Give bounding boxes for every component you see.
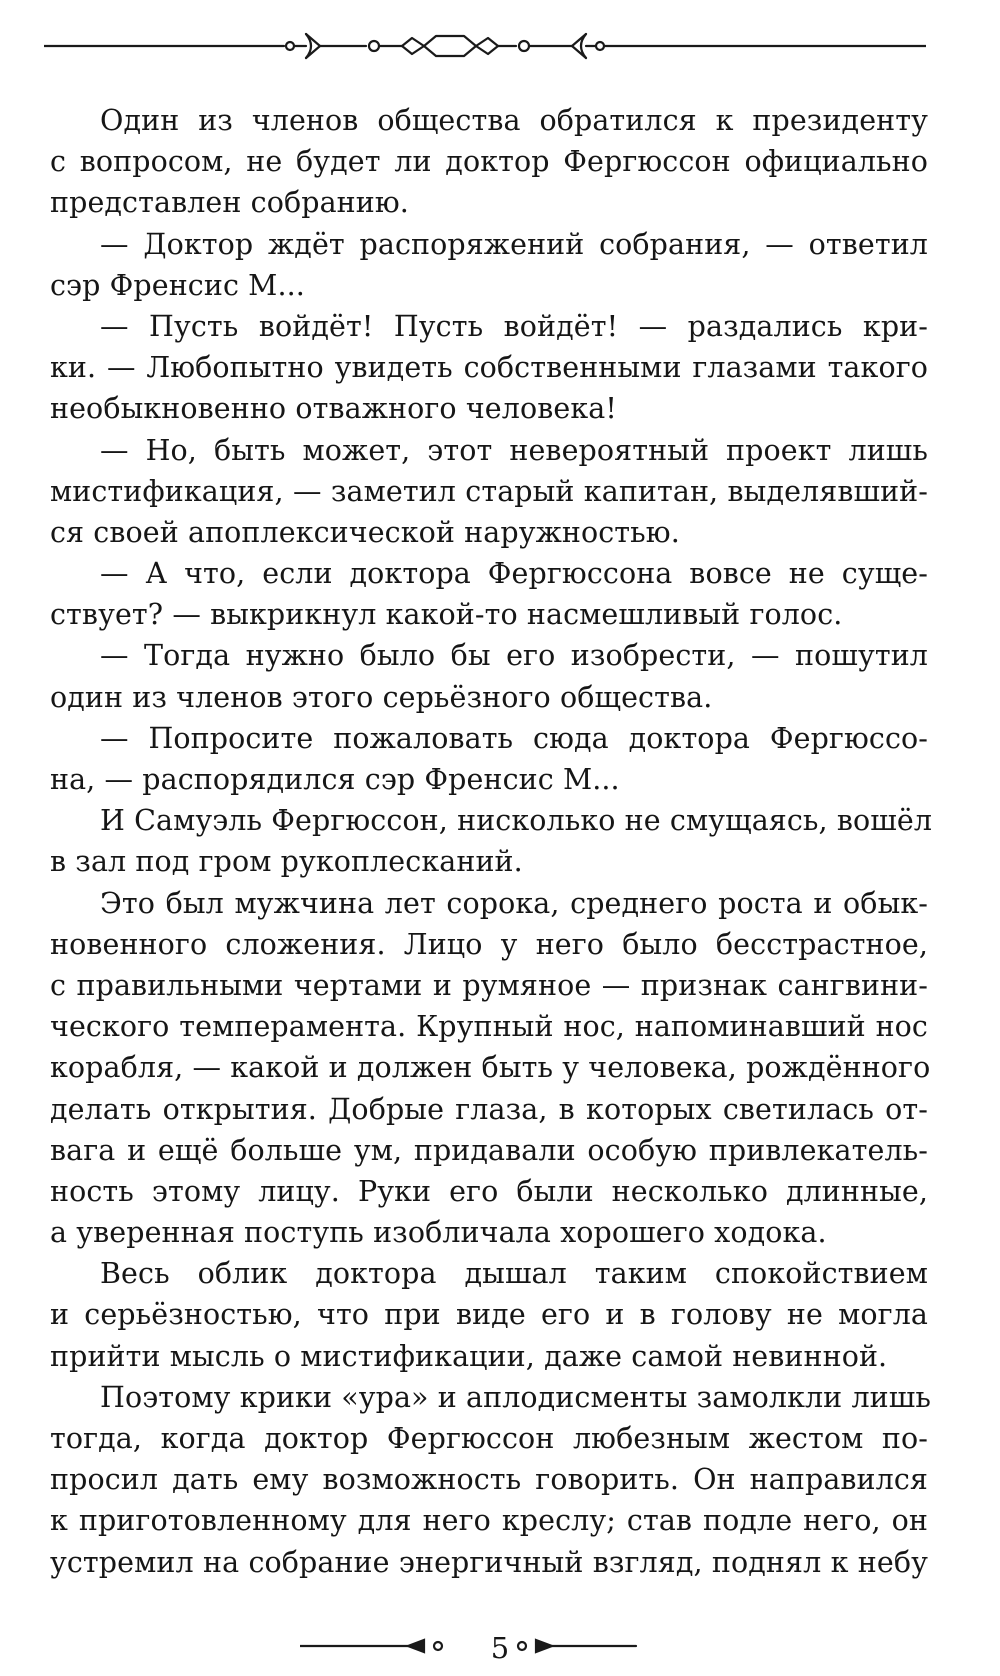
page-number: 5 [490, 1631, 510, 1665]
text-line: мистификация, — заметил старый капитан, выделявший- [50, 474, 928, 508]
text-line: и серьёзностью, что при виде его и в голову не могла [50, 1298, 928, 1332]
text-line: тогда, когда доктор Фергюссон любезным жестом по- [50, 1422, 928, 1455]
text-line: — Попросите пожаловать сюда доктора Фергюссо- [100, 721, 928, 755]
text-line: с правильными чертами и румяное — признак сангвини- [50, 968, 928, 1002]
text-line: корабля, — какой и должен быть у человека, рождённого [50, 1051, 931, 1085]
text-line: ствует? — выкрикнул какой-то насмешливый голос. [50, 598, 843, 632]
text-line: ся своей апоплексической наружностью. [50, 515, 680, 549]
text-line: необыкновенно отважного человека! [50, 392, 617, 426]
text-line: Весь облик доктора дышал таким спокойствием [100, 1257, 928, 1291]
text-line: — Пусть войдёт! Пусть войдёт! — раздались кри- [100, 309, 928, 343]
text-line: — Но, быть может, этот невероятный проект лишь [100, 433, 928, 467]
text-line: представлен собранию. [50, 186, 409, 220]
text-line: Один из членов общества обратился к президенту [100, 104, 928, 137]
text-line: — Тогда нужно было бы его изобрести, — пошутил [100, 639, 928, 673]
page-footer [0, 1624, 1000, 1672]
text-line: И Самуэль Фергюссон, нисколько не смущаясь, вошёл [100, 804, 933, 838]
text-line: — А что, если доктора Фергюссона вовсе не суще- [100, 557, 928, 591]
text-line: — Доктор ждёт распоряжений собрания, — ответил [100, 227, 928, 261]
text-line: сэр Френсис М... [50, 268, 305, 302]
text-line: Это был мужчина лет сорока, среднего роста и обык- [100, 886, 928, 920]
text-line: делать открытия. Добрые глаза, в которых светилась от- [50, 1092, 928, 1126]
text-line: а уверенная поступь изобличала хорошего ходока. [50, 1216, 827, 1250]
text-line: прийти мысль о мистификации, даже самой невинной. [50, 1339, 888, 1373]
text-line: на, — распорядился сэр Френсис М... [50, 763, 620, 796]
text-line: устремил на собрание энергичный взгляд, поднял к небу [50, 1545, 928, 1579]
text-line: ческого темперамента. Крупный нос, напоминавший нос [50, 1010, 928, 1044]
text-line: ность этому лицу. Руки его были несколько длинные, [50, 1174, 928, 1208]
text-line: вага и ещё больше ум, придавали особую привлекатель- [50, 1133, 928, 1167]
text-line: ки. — Любопытно увидеть собственными глазами такого [50, 351, 928, 385]
text-line: Поэтому крики «ура» и аплодисменты замолкли лишь [100, 1380, 931, 1414]
text-line: просил дать ему возможность говорить. Он направился [50, 1463, 928, 1497]
text-line: один из членов этого серьёзного общества. [50, 680, 713, 714]
body-text [50, 100, 933, 1583]
text-line: к приготовленному для него креслу; став подле него, он [50, 1504, 928, 1538]
top-ornament-divider [44, 26, 926, 66]
text-line: в зал под гром рукоплесканий. [50, 845, 523, 879]
text-line: новенного сложения. Лицо у него было бесстрастное, [50, 927, 928, 961]
text-line: с вопросом, не будет ли доктор Фергюссон официально [50, 145, 928, 179]
